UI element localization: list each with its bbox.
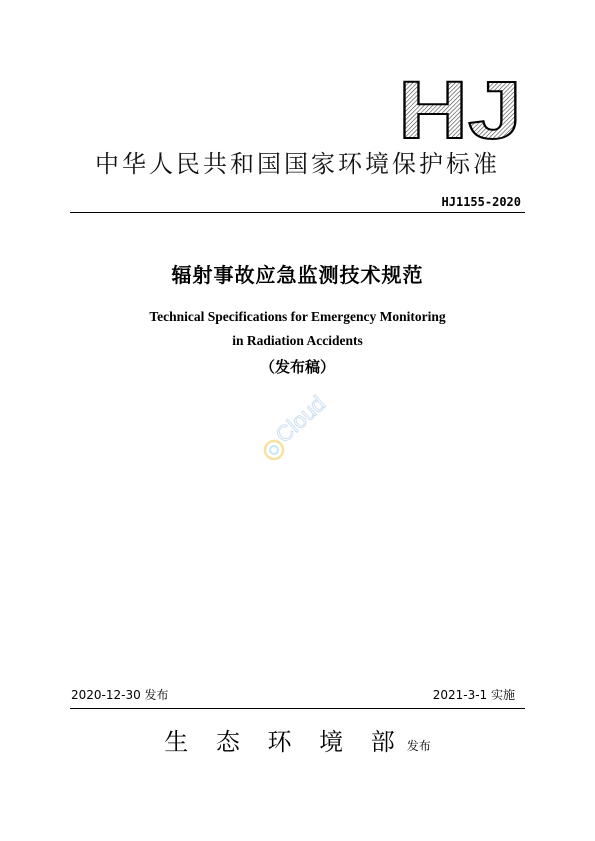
implementation-date: 2021-3-1 实施 — [432, 688, 515, 702]
standard-code: HJ1155-2020 — [441, 195, 521, 209]
hj-logo — [398, 76, 522, 142]
document-title-en-line2: in Radiation Accidents — [232, 333, 363, 348]
hj-logo-text: HJ — [398, 76, 522, 142]
issuer-name: 生 态 环 境 部 — [164, 728, 405, 756]
document-title-cn: 辐射事故应急监测技术规范 — [171, 263, 424, 287]
issuer-suffix: 发布 — [406, 739, 431, 753]
footer-divider — [70, 708, 525, 709]
header-divider — [70, 212, 525, 213]
issuer-line — [0, 724, 595, 764]
standard-name: 中华人民共和国国家环境保护标准 — [95, 150, 500, 178]
document-title-en-line1: Technical Specifications for Emergency Monitoring — [149, 309, 446, 324]
publish-date: 2020-12-30 发布 — [71, 688, 169, 702]
watermark-text: Cloud — [270, 390, 331, 448]
cloud-watermark — [258, 378, 352, 466]
document-status: （发布稿） — [259, 358, 335, 376]
